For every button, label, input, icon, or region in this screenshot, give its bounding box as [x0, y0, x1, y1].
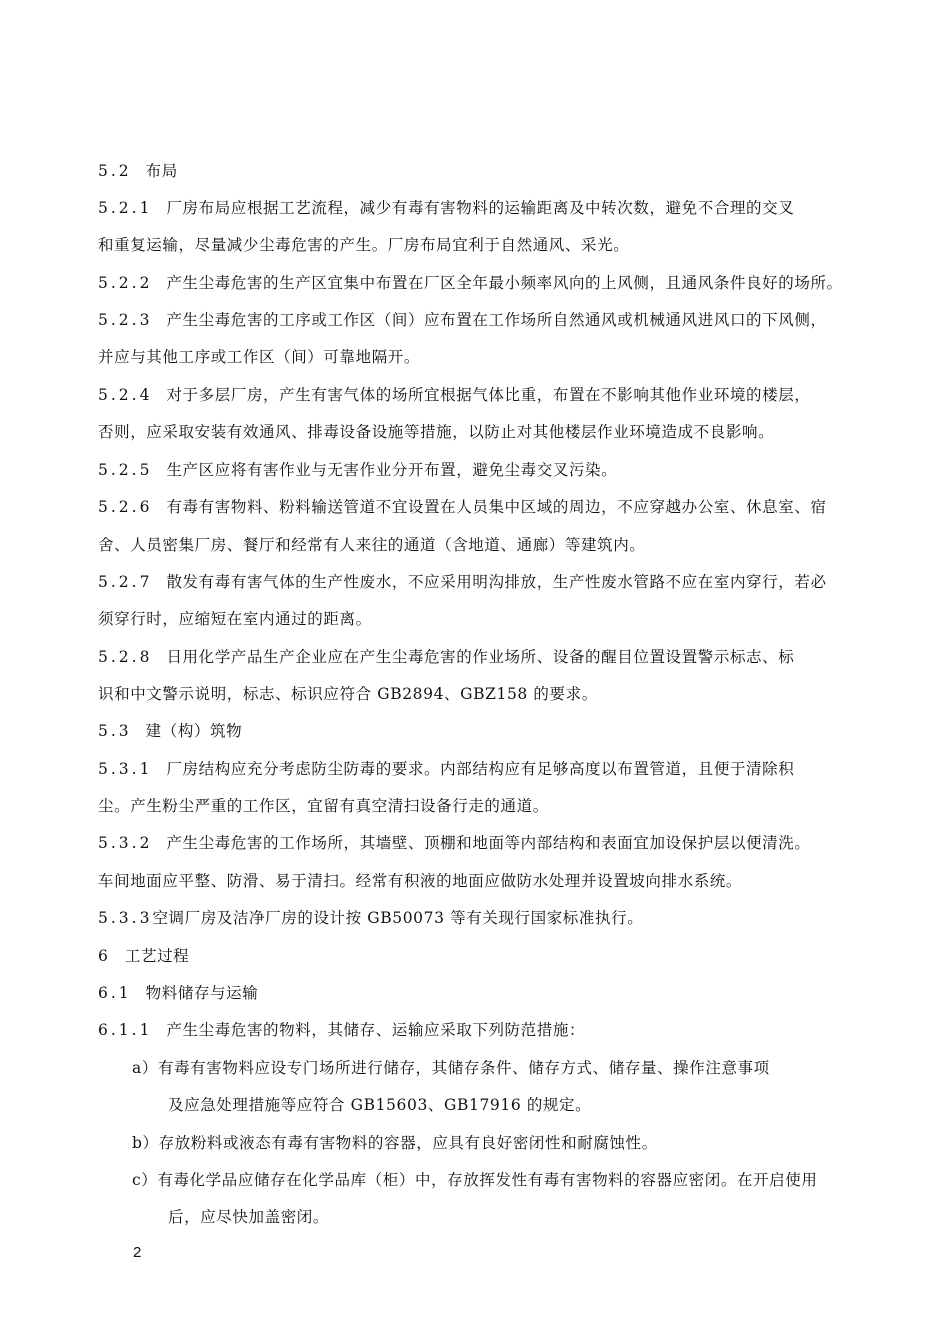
- list-item-c-cont: 后，应尽快加盖密闭。: [168, 1208, 330, 1226]
- clause-5-3-3: 5.3.3空调厂房及洁净厂房的设计按 GB50073 等有关现行国家标准执行。: [98, 909, 644, 927]
- clause-5-2-7-cont: 须穿行时，应缩短在室内通过的距离。: [98, 610, 372, 628]
- clause-5-2-4-cont: 否则，应采取安装有效通风、排毒设备设施等措施，以防止对其他楼层作业环境造成不良影响。: [98, 423, 775, 441]
- clause-5-2-8-cont: 识和中文警示说明，标志、标识应符合 GB2894、GBZ158 的要求。: [98, 685, 598, 703]
- list-item-a-cont: 及应急处理措施等应符合 GB15603、GB17916 的规定。: [168, 1096, 592, 1114]
- clause-5-3-1-cont: 尘。产生粉尘严重的工作区，宜留有真空清扫设备行走的通道。: [98, 797, 549, 815]
- clause-5-2-3-cont: 并应与其他工序或工作区（间）可靠地隔开。: [98, 348, 421, 366]
- clause-5-2-6: 5.2.6 有毒有害物料、粉料输送管道不宜设置在人员集中区域的周边，不应穿越办公室、休息室、宿: [98, 498, 827, 516]
- list-item-a: a）有毒有害物料应设专门场所进行储存，其储存条件、储存方式、储存量、操作注意事项: [132, 1059, 770, 1077]
- clause-5-2-1-cont: 和重复运输，尽量减少尘毒危害的产生。厂房布局宜利于自然通风、采光。: [98, 236, 630, 254]
- page-number: 2: [133, 1244, 142, 1261]
- clause-5-3-1: 5.3.1 厂房结构应充分考虑防尘防毒的要求。内部结构应有足够高度以布置管道，且便于清除积: [98, 760, 795, 778]
- clause-5-2-4: 5.2.4 对于多层厂房，产生有害气体的场所宜根据气体比重，布置在不影响其他作业环境的楼层，: [98, 386, 811, 404]
- clause-5-2-7: 5.2.7 散发有毒有害气体的生产性废水，不应采用明沟排放，生产性废水管路不应在室内穿行，若必: [98, 573, 827, 591]
- clause-5-2-1: 5.2.1 厂房布局应根据工艺流程，减少有毒有害物料的运输距离及中转次数，避免不合理的交叉: [98, 199, 795, 217]
- clause-5-2-5: 5.2.5 生产区应将有害作业与无害作业分开布置，避免尘毒交叉污染。: [98, 461, 618, 479]
- clause-5-2-3: 5.2.3 产生尘毒危害的工序或工作区（间）应布置在工作场所自然通风或机械通风进风口的下风侧，: [98, 311, 827, 329]
- section-5-2-heading: 5.2 布局: [98, 162, 178, 180]
- clause-5-2-8: 5.2.8 日用化学产品生产企业应在产生尘毒危害的作业场所、设备的醒目位置设置警示标志、标: [98, 648, 795, 666]
- clause-6-1-1: 6.1.1 产生尘毒危害的物料，其储存、运输应采取下列防范措施：: [98, 1021, 586, 1039]
- clause-5-2-6-cont: 舍、人员密集厂房、餐厅和经常有人来往的通道（含地道、通廊）等建筑内。: [98, 536, 646, 554]
- clause-5-3-2-cont: 车间地面应平整、防滑、易于清扫。经常有积液的地面应做防水处理并设置坡向排水系统。: [98, 872, 743, 890]
- chapter-6-heading: 6 工艺过程: [98, 947, 190, 965]
- list-item-c: c）有毒化学品应储存在化学品库（柜）中，存放挥发性有毒有害物料的容器应密闭。在开启使用: [132, 1171, 818, 1189]
- section-5-3-heading: 5.3 建（构）筑物: [98, 722, 243, 740]
- list-item-b: b）存放粉料或液态有毒有害物料的容器，应具有良好密闭性和耐腐蚀性。: [132, 1134, 658, 1152]
- section-6-1-heading: 6.1 物料储存与运输: [98, 984, 259, 1002]
- clause-5-3-2: 5.3.2 产生尘毒危害的工作场所，其墙壁、顶棚和地面等内部结构和表面宜加设保护层以便清洗。: [98, 834, 811, 852]
- clause-5-2-2: 5.2.2 产生尘毒危害的生产区宜集中布置在厂区全年最小频率风向的上风侧，且通风条件良好的场所。: [98, 274, 843, 292]
